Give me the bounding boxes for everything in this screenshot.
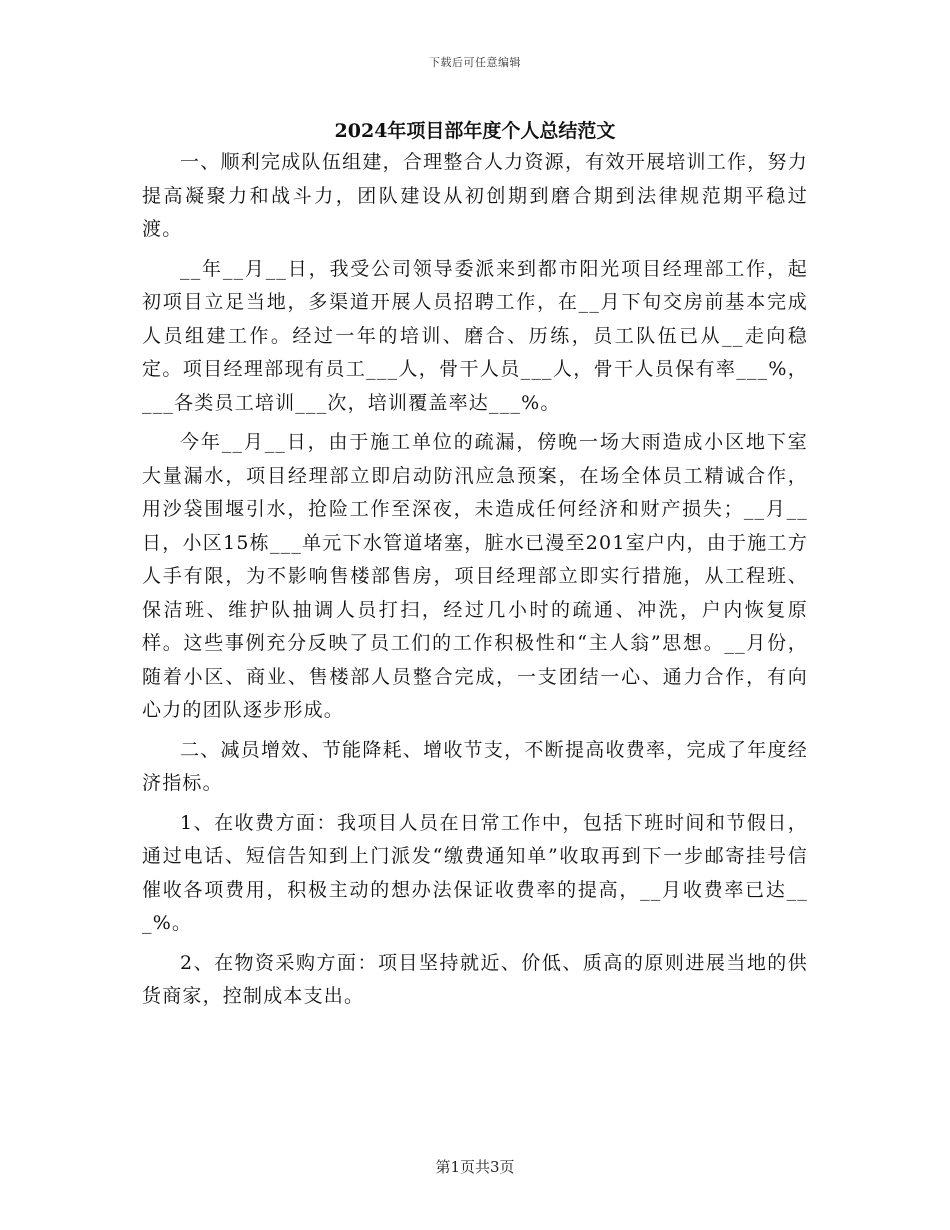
document-body: [142, 146, 808, 1020]
paragraph-section-two: 二、减员增效、节能降耗、增收节支，不断提高收费率，完成了年度经济指标。: [142, 738, 808, 794]
paragraph-procurement: 2、在物资采购方面：项目坚持就近、价低、质高的原则进展当地的供货商家，控制成本支出。: [142, 951, 808, 1007]
paragraph-section-one: 一、顺利完成队伍组建，合理整合人力资源，有效开展培训工作，努力提高凝聚力和战斗力，团队建设从初创期到磨合期到法律规范期平稳过渡。: [142, 151, 808, 240]
header-note: 下载后可任意编辑: [429, 56, 521, 69]
paragraph-emergency-response: 今年__月__日，由于施工单位的疏漏，傍晚一场大雨造成小区地下室大量漏水，项目经理部立即启动防汛应急预案，在场全体员工精诚合作，用沙袋围堰引水，抢险工作至深夜，未造成任何经济和财产损失；__月__日，小区15栋___单元下水管道堵塞，脏水已漫至201室户内，由于施工方人手有限，为不影响售楼部售房，项目经理部立即实行措施，从工程班、保洁班、维护队抽调人员打扫，经过几小时的疏通、冲洗，户内恢复原样。这些事例充分反映了员工们的工作积极性和“主人翁”思想。__月份，随着小区、商业、售楼部人员整合完成，一支团结一心、通力合作，有向心力的团队逐步形成。: [142, 431, 808, 721]
document-title: 2024年项目部年度个人总结范文: [334, 120, 616, 142]
paragraph-fee-collection: 1、在收费方面：我项目人员在日常工作中，包括下班时间和节假日，通过电话、短信告知到上门派发“缴费通知单”收取再到下一步邮寄挂号信催收各项费用，积极主动的想办法保证收费率的提高，__月收费率已达___%。: [142, 811, 808, 934]
page-number-footer: 第1页共3页: [435, 1158, 515, 1176]
paragraph-team-building: __年__月__日，我受公司领导委派来到都市阳光项目经理部工作，起初项目立足当地，多渠道开展人员招聘工作，在__月下旬交房前基本完成人员组建工作。经过一年的培训、磨合、历练，员工队伍已从__走向稳定。项目经理部现有员工___人，骨干人员___人，骨干人员保有率___%，___各类员工培训___次，培训覆盖率达___%。: [142, 257, 808, 414]
